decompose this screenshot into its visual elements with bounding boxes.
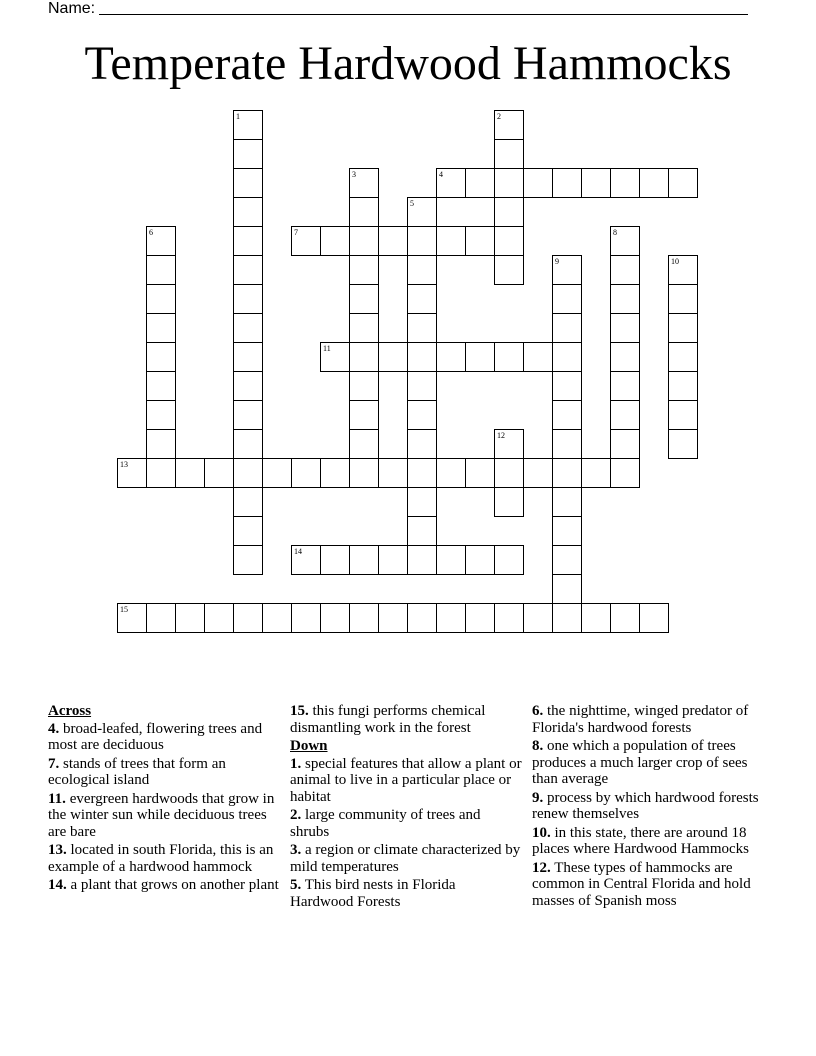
grid-cell[interactable] xyxy=(146,226,176,256)
grid-cell[interactable] xyxy=(291,545,321,575)
clues-column-2 xyxy=(290,703,522,912)
cell-number: 9 xyxy=(555,257,559,266)
page-title: Temperate Hardwood Hammocks xyxy=(84,37,732,90)
down-clue xyxy=(290,807,522,840)
grid-cell[interactable] xyxy=(552,429,582,459)
grid-cell[interactable] xyxy=(581,168,611,198)
grid-cell[interactable] xyxy=(494,342,524,372)
grid-cell[interactable] xyxy=(552,574,582,604)
grid-cell[interactable] xyxy=(349,429,379,459)
clue-text: special features that allow a plant or animal to live in a particular place or habitat xyxy=(290,755,522,805)
grid-cell[interactable] xyxy=(465,545,495,575)
grid-cell[interactable] xyxy=(146,313,176,343)
grid-cell[interactable] xyxy=(320,545,350,575)
grid-cell[interactable] xyxy=(610,168,640,198)
grid-cell[interactable] xyxy=(233,371,263,401)
grid-cell[interactable] xyxy=(407,342,437,372)
clue-text: This bird nests in Florida Hardwood Forests xyxy=(290,877,456,910)
grid-cell[interactable] xyxy=(494,110,524,140)
down-clue xyxy=(290,756,522,806)
grid-cell[interactable] xyxy=(320,226,350,256)
grid-cell[interactable] xyxy=(523,168,553,198)
grid-cell[interactable] xyxy=(552,400,582,430)
grid-cell[interactable] xyxy=(262,458,292,488)
grid-cell[interactable] xyxy=(436,226,466,256)
grid-cell[interactable] xyxy=(233,429,263,459)
grid-cell[interactable] xyxy=(436,168,466,198)
grid-cell[interactable] xyxy=(552,255,582,285)
grid-cell[interactable] xyxy=(146,429,176,459)
grid-cell[interactable] xyxy=(349,313,379,343)
grid-cell[interactable] xyxy=(668,400,698,430)
clue-number: 2. xyxy=(290,807,302,823)
grid-cell[interactable] xyxy=(494,139,524,169)
cell-number: 2 xyxy=(497,112,501,121)
grid-cell[interactable] xyxy=(465,226,495,256)
grid-cell[interactable] xyxy=(407,371,437,401)
grid-cell[interactable] xyxy=(349,255,379,285)
grid-cell[interactable] xyxy=(233,487,263,517)
grid-cell[interactable] xyxy=(610,342,640,372)
across-clue xyxy=(48,791,280,841)
grid-cell[interactable] xyxy=(465,603,495,633)
grid-cell[interactable] xyxy=(349,458,379,488)
grid-cell[interactable] xyxy=(610,313,640,343)
grid-cell[interactable] xyxy=(233,255,263,285)
grid-cell[interactable] xyxy=(581,458,611,488)
clues-column-3 xyxy=(532,703,764,911)
clue-number: 11. xyxy=(48,790,66,807)
grid-cell[interactable] xyxy=(407,284,437,314)
grid-cell[interactable] xyxy=(407,197,437,227)
across-clue xyxy=(48,842,280,875)
grid-cell[interactable] xyxy=(291,458,321,488)
grid-cell[interactable] xyxy=(349,284,379,314)
down-clue xyxy=(532,790,764,823)
grid-cell[interactable] xyxy=(349,545,379,575)
cell-number: 15 xyxy=(120,605,128,614)
clue-number: 15. xyxy=(290,703,309,719)
grid-cell[interactable] xyxy=(668,342,698,372)
grid-cell[interactable] xyxy=(494,429,524,459)
across-heading: Across xyxy=(48,703,92,719)
grid-cell[interactable] xyxy=(610,400,640,430)
clue-text: a region or climate characterized by mild temperatures xyxy=(290,842,521,875)
grid-cell[interactable] xyxy=(494,226,524,256)
grid-cell[interactable] xyxy=(552,516,582,546)
across-clue xyxy=(48,877,280,894)
grid-cell[interactable] xyxy=(552,545,582,575)
grid-cell[interactable] xyxy=(146,255,176,285)
grid-cell[interactable] xyxy=(146,371,176,401)
clue-text: the nighttime, winged predator of Florida's hardwood forests xyxy=(532,703,749,736)
down-clue xyxy=(532,703,764,736)
grid-cell[interactable] xyxy=(349,168,379,198)
grid-cell[interactable] xyxy=(233,139,263,169)
grid-cell[interactable] xyxy=(523,342,553,372)
grid-cell[interactable] xyxy=(233,284,263,314)
grid-cell[interactable] xyxy=(494,168,524,198)
cell-number: 3 xyxy=(352,170,356,179)
grid-cell[interactable] xyxy=(610,429,640,459)
grid-cell[interactable] xyxy=(465,342,495,372)
grid-cell[interactable] xyxy=(552,168,582,198)
grid-cell[interactable] xyxy=(407,458,437,488)
grid-cell[interactable] xyxy=(233,226,263,256)
clue-text: this fungi performs chemical dismantling work in the forest xyxy=(290,703,486,736)
cell-number: 6 xyxy=(149,228,153,237)
cell-number: 1 xyxy=(236,112,240,121)
grid-cell[interactable] xyxy=(494,487,524,517)
cell-number: 4 xyxy=(439,170,443,179)
grid-cell[interactable] xyxy=(581,603,611,633)
clue-number: 14. xyxy=(48,877,67,893)
down-clue xyxy=(532,738,764,788)
grid-cell[interactable] xyxy=(320,603,350,633)
grid-cell[interactable] xyxy=(523,603,553,633)
cell-number: 8 xyxy=(613,228,617,237)
grid-cell[interactable] xyxy=(552,458,582,488)
grid-cell[interactable] xyxy=(610,371,640,401)
grid-cell[interactable] xyxy=(552,487,582,517)
clue-number: 7. xyxy=(48,755,60,772)
grid-cell[interactable] xyxy=(146,603,176,633)
clue-number: 3. xyxy=(290,842,302,858)
clue-text: located in south Florida, this is an example of a hardwood hammock xyxy=(48,842,274,875)
clue-number: 1. xyxy=(290,755,302,772)
grid-cell[interactable] xyxy=(146,284,176,314)
clue-text: evergreen hardwoods that grow in the winter sun while deciduous trees are bare xyxy=(48,790,275,840)
cell-number: 11 xyxy=(323,344,331,353)
grid-cell[interactable] xyxy=(291,603,321,633)
grid-cell[interactable] xyxy=(639,603,669,633)
grid-cell[interactable] xyxy=(146,400,176,430)
cell-number: 5 xyxy=(410,199,414,208)
grid-cell[interactable] xyxy=(204,458,234,488)
name-label: Name: xyxy=(48,0,96,17)
clue-number: 8. xyxy=(532,738,544,754)
clue-number: 5. xyxy=(290,877,302,893)
grid-cell[interactable] xyxy=(668,313,698,343)
grid-cell[interactable] xyxy=(407,313,437,343)
grid-cell[interactable] xyxy=(465,458,495,488)
grid-cell[interactable] xyxy=(349,342,379,372)
cell-number: 14 xyxy=(294,547,302,556)
clue-text: large community of trees and shrubs xyxy=(290,807,481,840)
grid-cell[interactable] xyxy=(349,226,379,256)
grid-cell[interactable] xyxy=(610,284,640,314)
clue-number: 13. xyxy=(48,842,67,858)
cell-number: 7 xyxy=(294,228,298,237)
grid-cell[interactable] xyxy=(407,487,437,517)
grid-cell[interactable] xyxy=(378,458,408,488)
grid-cell[interactable] xyxy=(233,110,263,140)
grid-cell[interactable] xyxy=(349,603,379,633)
grid-cell[interactable] xyxy=(175,458,205,488)
grid-cell[interactable] xyxy=(610,226,640,256)
clue-number: 6. xyxy=(532,703,544,719)
grid-cell[interactable] xyxy=(668,284,698,314)
grid-cell[interactable] xyxy=(668,255,698,285)
grid-cell[interactable] xyxy=(407,255,437,285)
grid-cell[interactable] xyxy=(552,284,582,314)
across-clue xyxy=(48,756,280,789)
clue-text: a plant that grows on another plant xyxy=(70,877,279,893)
grid-cell[interactable] xyxy=(494,458,524,488)
grid-cell[interactable] xyxy=(494,197,524,227)
grid-cell[interactable] xyxy=(233,516,263,546)
grid-cell[interactable] xyxy=(436,342,466,372)
clue-number: 4. xyxy=(48,720,60,737)
grid-cell[interactable] xyxy=(146,342,176,372)
down-clue xyxy=(532,825,764,858)
grid-cell[interactable] xyxy=(117,603,147,633)
grid-cell[interactable] xyxy=(233,197,263,227)
grid-cell[interactable] xyxy=(349,371,379,401)
grid-cell[interactable] xyxy=(407,400,437,430)
grid-cell[interactable] xyxy=(233,458,263,488)
grid-cell[interactable] xyxy=(552,603,582,633)
grid-cell[interactable] xyxy=(175,603,205,633)
grid-cell[interactable] xyxy=(320,342,350,372)
grid-cell[interactable] xyxy=(436,603,466,633)
down-heading: Down xyxy=(290,738,328,754)
grid-cell[interactable] xyxy=(639,168,669,198)
cell-number: 10 xyxy=(671,257,679,266)
grid-cell[interactable] xyxy=(233,313,263,343)
grid-cell[interactable] xyxy=(494,545,524,575)
clue-number: 12. xyxy=(532,859,551,876)
clue-text: These types of hammocks are common in Central Florida and hold masses of Spanish moss xyxy=(532,859,751,909)
grid-cell[interactable] xyxy=(349,400,379,430)
clue-text: broad-leafed, flowering trees and most are deciduous xyxy=(48,720,263,753)
grid-cell[interactable] xyxy=(552,313,582,343)
grid-cell[interactable] xyxy=(320,458,350,488)
clue-number: 10. xyxy=(532,824,551,841)
clues-column-1 xyxy=(48,703,280,896)
grid-cell[interactable] xyxy=(668,168,698,198)
grid-cell[interactable] xyxy=(610,458,640,488)
grid-cell[interactable] xyxy=(407,603,437,633)
grid-cell[interactable] xyxy=(233,168,263,198)
cell-number: 12 xyxy=(497,431,505,440)
grid-cell[interactable] xyxy=(552,371,582,401)
grid-cell[interactable] xyxy=(233,545,263,575)
grid-cell[interactable] xyxy=(378,603,408,633)
grid-cell[interactable] xyxy=(465,168,495,198)
grid-cell[interactable] xyxy=(407,429,437,459)
grid-cell[interactable] xyxy=(552,342,582,372)
grid-cell[interactable] xyxy=(668,371,698,401)
clue-text: stands of trees that form an ecological island xyxy=(48,755,226,788)
down-clue xyxy=(532,860,764,910)
grid-cell[interactable] xyxy=(523,458,553,488)
grid-cell[interactable] xyxy=(117,458,147,488)
down-clue xyxy=(290,877,522,910)
grid-cell[interactable] xyxy=(407,516,437,546)
clue-text: one which a population of trees produces a much larger crop of sees than average xyxy=(532,738,748,787)
across-clue xyxy=(48,721,280,754)
grid-cell[interactable] xyxy=(233,342,263,372)
grid-cell[interactable] xyxy=(610,255,640,285)
grid-cell[interactable] xyxy=(262,603,292,633)
down-clue xyxy=(290,842,522,875)
grid-cell[interactable] xyxy=(233,603,263,633)
grid-cell[interactable] xyxy=(378,342,408,372)
grid-cell[interactable] xyxy=(436,545,466,575)
grid-cell[interactable] xyxy=(378,226,408,256)
grid-cell[interactable] xyxy=(610,603,640,633)
clue-text: process by which hardwood forests renew themselves xyxy=(532,789,759,822)
grid-cell[interactable] xyxy=(494,255,524,285)
clue-text: in this state, there are around 18 places where Hardwood Hammocks xyxy=(532,824,750,857)
cell-number: 13 xyxy=(120,460,128,469)
grid-cell[interactable] xyxy=(204,603,234,633)
grid-cell[interactable] xyxy=(436,458,466,488)
grid-cell[interactable] xyxy=(349,197,379,227)
grid-cell[interactable] xyxy=(233,400,263,430)
grid-cell[interactable] xyxy=(407,545,437,575)
grid-cell[interactable] xyxy=(291,226,321,256)
grid-cell[interactable] xyxy=(494,603,524,633)
across-clue xyxy=(290,703,522,736)
clue-number: 9. xyxy=(532,789,544,806)
grid-cell[interactable] xyxy=(668,429,698,459)
grid-cell[interactable] xyxy=(407,226,437,256)
grid-cell[interactable] xyxy=(378,545,408,575)
grid-cell[interactable] xyxy=(146,458,176,488)
